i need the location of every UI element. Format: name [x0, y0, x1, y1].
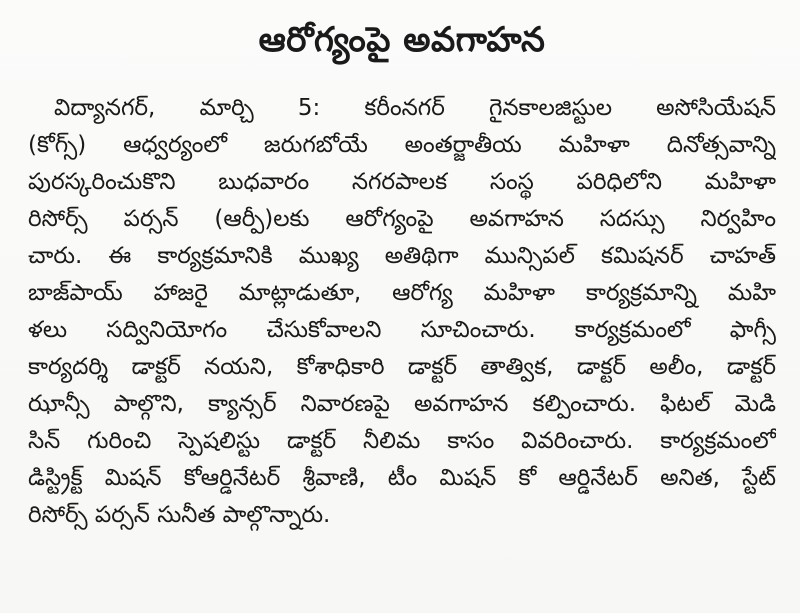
body-line: బాజ్‌పాయ్ హాజరై మాట్లాడుతూ, ఆరోగ్య మహిళా కార్యక్రమాన్ని మహి	[28, 280, 776, 306]
body-line: సిన్ గురించి స్పెషలిస్టు డాక్టర్ నీలిమ కాసం వివరించారు. కార్యక్రమంలో	[28, 428, 776, 454]
article-body	[28, 90, 776, 534]
body-line: పురస్కరించుకొని బుధవారం నగరపాలక సంస్థ పరిధిలోని మహిళా	[28, 169, 776, 195]
body-line: డిస్ట్రిక్ట్ మిషన్ కోఆర్డినేటర్ శ్రీవాణి, టీం మిషన్ కో ఆర్డినేటర్ అనిత, స్టేట్	[28, 465, 776, 491]
body-line: రిసోర్స్ పర్సన్ (ఆర్పీ)లకు ఆరోగ్యంపై అవగాహన సదస్సు నిర్వహిం	[28, 206, 776, 232]
body-line: రిసోర్స్ పర్సన్ సునీత పాల్గొన్నారు.	[28, 502, 331, 528]
body-line: (కోగ్స్) ఆధ్వర్యంలో జరుగబోయే అంతర్జాతీయ మహిళా దినోత్సవాన్ని	[28, 132, 776, 158]
body-line: చారు. ఈ కార్యక్రమానికి ముఖ్య అతిథిగా మున్సిపల్ కమిషనర్ చాహత్	[28, 243, 776, 269]
body-line: విద్యానగర్, మార్చి 5: కరీంనగర్ గైనకాలజిస్టుల అసోసియేషన్	[54, 95, 776, 121]
body-line: కార్యదర్శి డాక్టర్ నయని, కోశాధికారి డాక్టర్ తాత్విక, డాక్టర్ అలీం, డాక్టర్	[28, 354, 776, 380]
body-line: ళలు సద్వినియోగం చేసుకోవాలని సూచించారు. కార్యక్రమంలో ఫాగ్సీ	[28, 317, 776, 343]
body-line: ఝాన్సీ పాల్గొని, క్యాన్సర్ నివారణపై అవగాహన కల్పించారు. ఫిటల్ మెడి	[28, 391, 776, 417]
article-headline: ఆరోగ్యంపై అవగాహన	[258, 20, 546, 60]
